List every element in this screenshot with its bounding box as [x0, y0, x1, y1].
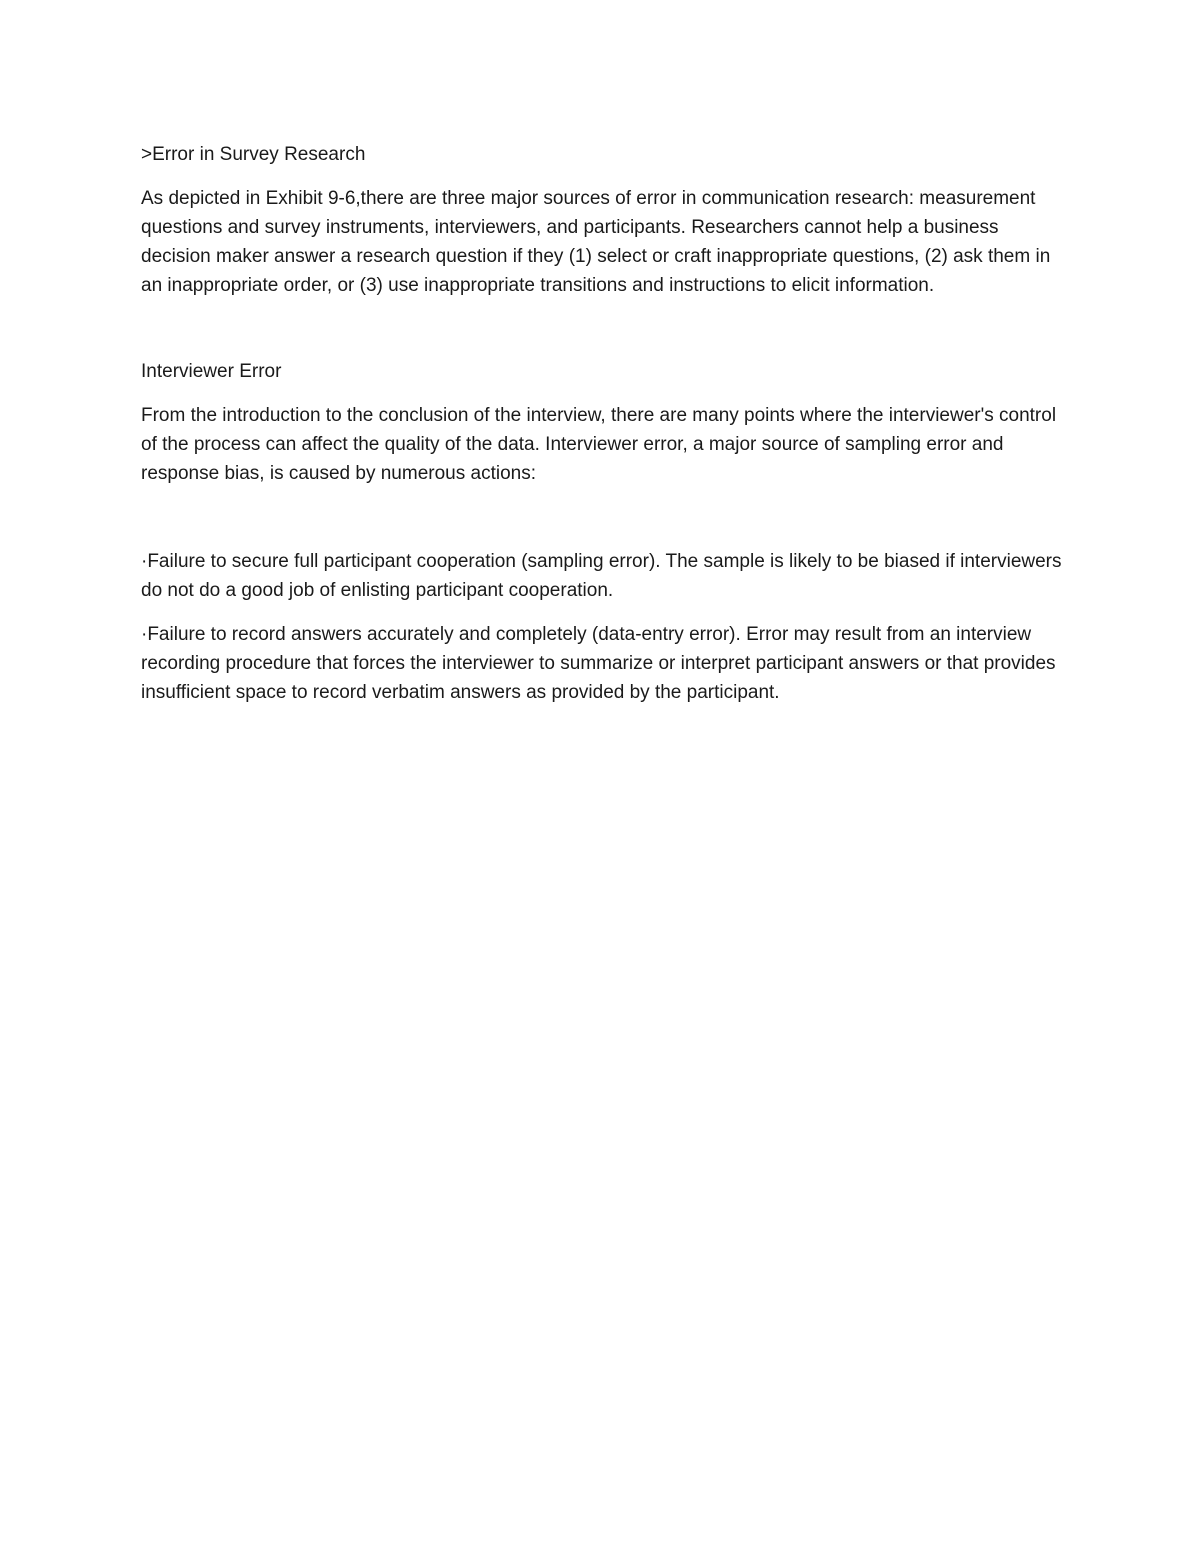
document-body	[141, 140, 1066, 722]
paragraph-interviewer-error: From the introduction to the conclusion of the interview, there are many points where the interviewer's control of the process can affect the quality of the data. Interviewer error, a major source of sampling error and response bias, is caused by numerous actions:	[141, 405, 1057, 484]
paragraph-error-sources: As depicted in Exhibit 9-6,there are three major sources of error in communication research: measurement questions and survey instruments, interviewers, and participants. Researchers cannot help a business decision maker answer a research question if they (1) select or craft inappropriate questions, (2) ask them in an inappropriate order, or (3) use inappropriate transitions and instructions to elicit information.	[141, 188, 1051, 296]
section-heading-interviewer-error: Interviewer Error	[141, 361, 282, 382]
blank-line	[141, 503, 1066, 547]
bullet-item-participant-cooperation: ·Failure to secure full participant cooperation (sampling error). The sample is likely to be biased if interviewers do not do a good job of enlisting participant cooperation.	[141, 551, 1062, 601]
blank-line	[141, 315, 1066, 357]
bullet-item-record-answers: ·Failure to record answers accurately and completely (data-entry error). Error may result from an interview recording procedure that forces the interviewer to summarize or interpret participant answers or that provides insufficient space to record verbatim answers as provided by the participant.	[141, 624, 1056, 703]
section-heading-error-in-survey-research: >Error in Survey Research	[141, 144, 366, 165]
